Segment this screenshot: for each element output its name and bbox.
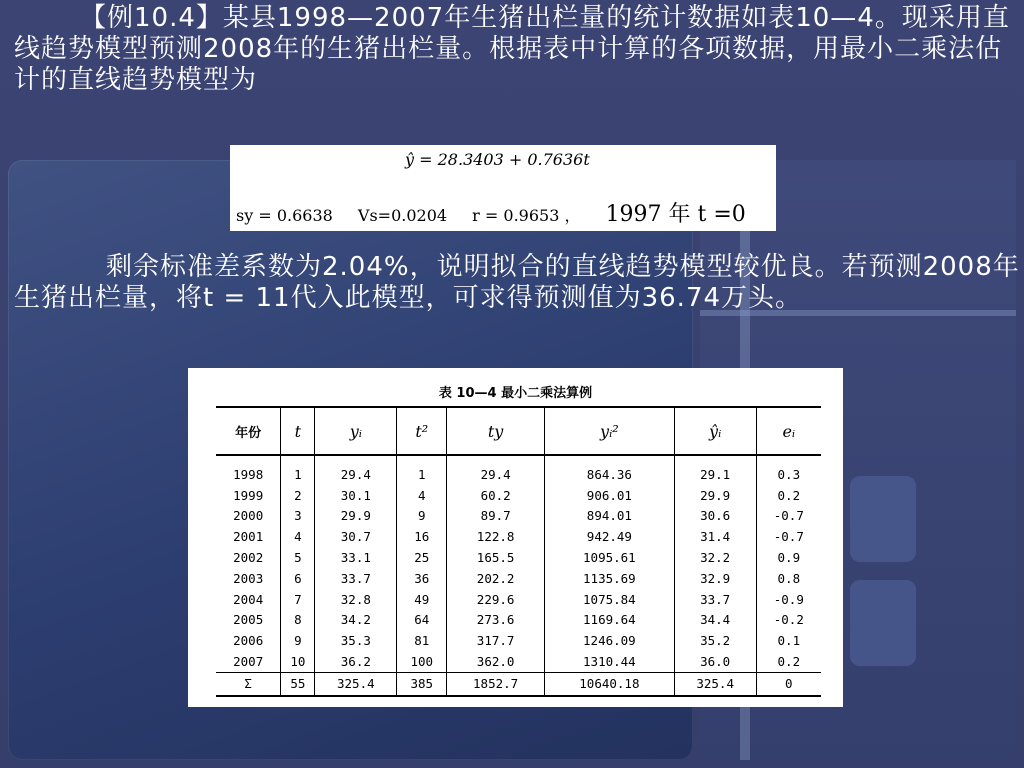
sum-cell: Σ (216, 672, 281, 696)
table-cell: 60.2 (447, 485, 545, 506)
column-header: ty (447, 407, 545, 455)
table-cell: 1999 (233, 487, 264, 503)
table-cell: -0.2 (756, 610, 821, 631)
table-cell: 0.2 (756, 485, 821, 506)
std-error: sy = 0.6638 (236, 206, 333, 225)
table-cell: 122.8 (447, 526, 545, 547)
table-row (216, 455, 821, 485)
correlation-coefficient: r = 0.9653 ， (472, 206, 581, 225)
table-cell: 30.6 (674, 506, 756, 527)
table-cell: 8 (281, 610, 315, 631)
table-row (216, 610, 821, 631)
table-cell: 2003 (233, 570, 264, 586)
column-header: t (281, 407, 315, 455)
sum-cell: 0 (756, 672, 821, 696)
table-cell: 1135.69 (545, 568, 675, 589)
conclusion-paragraph (14, 252, 1024, 314)
table-cell: 32.9 (674, 568, 756, 589)
table-cell: 0.3 (756, 455, 821, 485)
column-header: eᵢ (756, 407, 821, 455)
column-header: yᵢ² (545, 407, 675, 455)
table-cell: 1310.44 (545, 651, 675, 672)
table-cell: 2 (281, 485, 315, 506)
table-row (216, 589, 821, 610)
variation-coefficient: Vs=0.0204 (357, 206, 448, 225)
table-cell: 317.7 (447, 630, 545, 651)
table-cell: 229.6 (447, 589, 545, 610)
table-row (216, 568, 821, 589)
table-cell: 32.2 (674, 547, 756, 568)
table-cell: 35.2 (674, 630, 756, 651)
sum-cell: 55 (281, 672, 315, 696)
table-cell: 2007 (233, 654, 264, 670)
table-cell: 1 (281, 455, 315, 485)
table-cell: 33.7 (674, 589, 756, 610)
table-cell: 10 (281, 651, 315, 672)
table-cell: 202.2 (447, 568, 545, 589)
table-cell: 49 (397, 589, 447, 610)
table-cell: 29.4 (447, 455, 545, 485)
table-title: 表 10—4 最小二乘法算例 (438, 386, 593, 401)
table-cell: 165.5 (447, 547, 545, 568)
model-statistics (236, 197, 766, 228)
table-cell: -0.7 (756, 526, 821, 547)
table-cell: 35.3 (315, 630, 397, 651)
table-cell: -0.7 (756, 506, 821, 527)
table-cell: 942.49 (545, 526, 675, 547)
table-cell: 64 (397, 610, 447, 631)
table-cell: 100 (397, 651, 447, 672)
table-cell: 33.1 (315, 547, 397, 568)
table-cell: 16 (397, 526, 447, 547)
table-cell: 25 (397, 547, 447, 568)
table-cell: 32.8 (315, 589, 397, 610)
table-cell: 29.9 (315, 506, 397, 527)
example-paragraph (14, 3, 1024, 96)
table-cell: 864.36 (545, 455, 675, 485)
table-cell: 36 (397, 568, 447, 589)
table-cell: 34.4 (674, 610, 756, 631)
table-cell: 1 (397, 455, 447, 485)
table-cell: 33.7 (315, 568, 397, 589)
table-cell: 2001 (233, 529, 264, 545)
table-cell: 81 (397, 630, 447, 651)
table-header-row (216, 407, 821, 455)
trend-model-formula (230, 145, 776, 231)
table-cell: 0.9 (756, 547, 821, 568)
least-squares-table (216, 406, 821, 697)
table-cell: 9 (281, 630, 315, 651)
table-cell: 1075.84 (545, 589, 675, 610)
example-text: 【例10.4】某县1998—2007年生猪出栏量的统计数据如表10—4。现采用直线趋势模型预测2008年的生猪出栏量。根据表中计算的各项数据，用最小二乘法估计的直线趋势模型为 (14, 3, 1010, 95)
sum-cell: 325.4 (674, 672, 756, 696)
table-cell: 29.1 (674, 455, 756, 485)
column-header: t² (397, 407, 447, 455)
sum-cell: 1852.7 (447, 672, 545, 696)
table-cell: 1095.61 (545, 547, 675, 568)
table-cell: 29.9 (674, 485, 756, 506)
column-header: ŷᵢ (674, 407, 756, 455)
table-cell: 2005 (233, 612, 264, 628)
table-cell: 9 (397, 506, 447, 527)
table-cell: 29.4 (315, 455, 397, 485)
table-cell: 0.2 (756, 651, 821, 672)
table-cell: 30.7 (315, 526, 397, 547)
sum-cell: 10640.18 (545, 672, 675, 696)
table-cell: 89.7 (447, 506, 545, 527)
table-cell: 30.1 (315, 485, 397, 506)
table-cell: 1998 (233, 466, 264, 482)
table-cell: 34.2 (315, 610, 397, 631)
table-cell: 2006 (233, 633, 264, 649)
decorative-block (850, 476, 916, 562)
decorative-block (850, 580, 916, 666)
table-cell: 31.4 (674, 526, 756, 547)
table-row (216, 547, 821, 568)
table-cell: 1169.64 (545, 610, 675, 631)
table-row (216, 506, 821, 527)
table-cell: 362.0 (447, 651, 545, 672)
table-row (216, 651, 821, 672)
table-cell: 906.01 (545, 485, 675, 506)
table-cell: -0.9 (756, 589, 821, 610)
table-cell: 3 (281, 506, 315, 527)
table-cell: 0.8 (756, 568, 821, 589)
table-cell: 2002 (233, 550, 264, 566)
table-row (216, 630, 821, 651)
table-cell: 2004 (233, 591, 264, 607)
table-cell: 36.2 (315, 651, 397, 672)
sum-cell: 385 (397, 672, 447, 696)
table-cell: 36.0 (674, 651, 756, 672)
table-sum-row (216, 672, 821, 696)
time-origin: 1997 年 t =0 (605, 202, 746, 227)
table-cell: 273.6 (447, 610, 545, 631)
conclusion-text: 剩余标准差系数为2.04%，说明拟合的直线趋势模型较优良。若预测2008年生猪出栏量，将t = 11代入此模型，可求得预测值为36.74万头。 (14, 252, 1020, 313)
table-cell: 2000 (233, 508, 264, 524)
calculation-table-image (188, 368, 843, 707)
table-cell: 4 (281, 526, 315, 547)
table-cell: 894.01 (545, 506, 675, 527)
table-row (216, 526, 821, 547)
column-header: yᵢ (315, 407, 397, 455)
table-row (216, 485, 821, 506)
table-cell: 5 (281, 547, 315, 568)
regression-equation: ŷ = 28.3403 + 0.7636t (405, 150, 590, 169)
table-cell: 6 (281, 568, 315, 589)
table-cell: 0.1 (756, 630, 821, 651)
column-header: 年份 (216, 407, 281, 455)
table-cell: 1246.09 (545, 630, 675, 651)
table-cell: 7 (281, 589, 315, 610)
table-cell: 4 (397, 485, 447, 506)
sum-cell: 325.4 (315, 672, 397, 696)
